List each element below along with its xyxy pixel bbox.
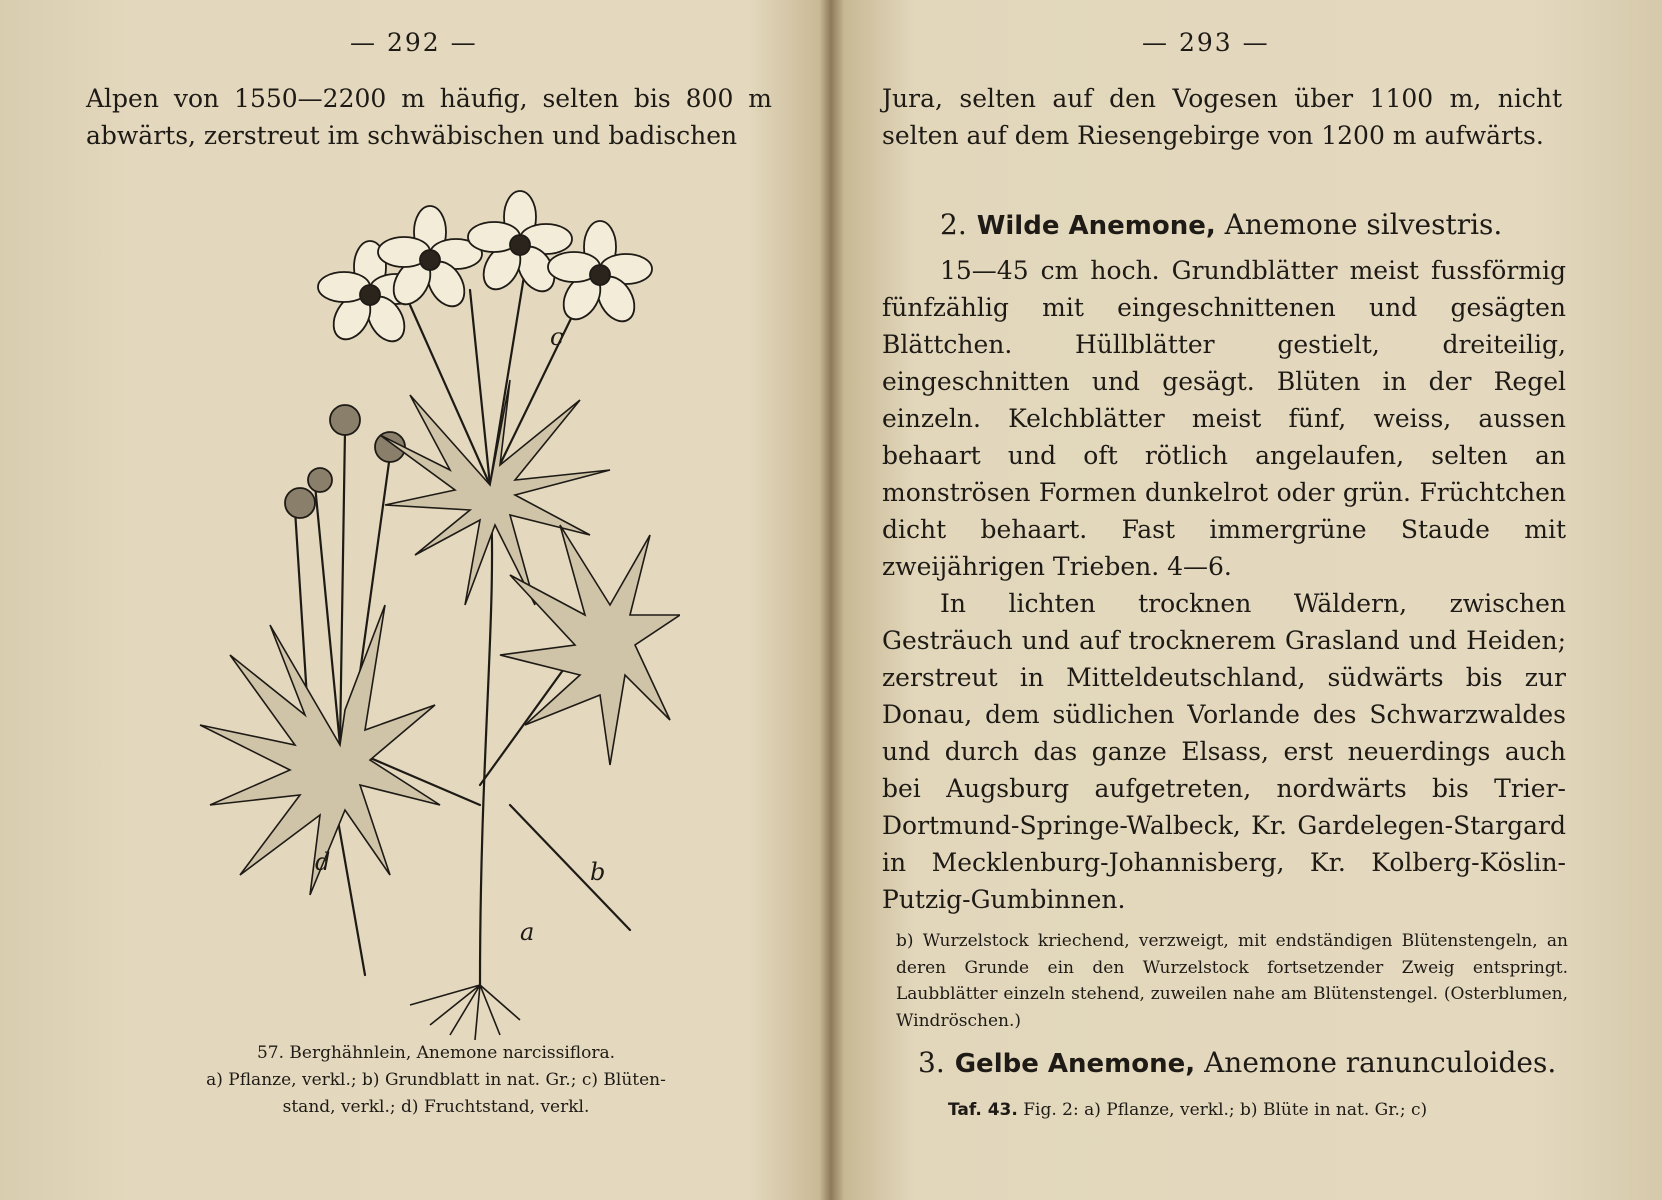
species-3-number: 3.: [918, 1046, 945, 1079]
right-continuation-text: Jura, selten auf den Vogesen über 1100 m, nicht selten auf dem Riesengebirge von 1200 m aufwärts.: [882, 84, 1562, 150]
species-3-heading: [918, 1046, 1556, 1079]
species-2-habitat: In lichten trocknen Wäldern, zwischen Gesträuch und auf trocknerem Grasland und Heiden; zerstreut in Mitteldeutschland, südwärts bis zur Donau, dem südlichen Vorlande des Schwarzwaldes und durch das ganze Elsass, erst neuerdings auch bei Augsburg aufgetreten, nordwärts bis Trier-Dortmund-Springe-Walbeck, Kr. Gardelegen-Stargard in Mecklenburg-Johannisberg, Kr. Kolberg-Köslin-Putzig-Gumbinnen.: [882, 589, 1566, 914]
species-2-name-de: Wilde Anemone,: [976, 211, 1216, 241]
page-number-292: — 292 —: [350, 28, 478, 57]
figure-label-a: a: [520, 918, 535, 946]
species-2-name-lat: Anemone silvestris.: [1224, 208, 1503, 241]
species-2-number: 2.: [940, 208, 967, 241]
plate-text: Fig. 2: a) Pflanze, verkl.; b) Blüte in nat. Gr.; c): [1023, 1100, 1428, 1120]
figure-caption: [150, 1040, 722, 1121]
species-2-note: b) Wurzelstock kriechend, verzweigt, mit endständigen Blütenstengeln, an deren Grunde ein den Wurzelstock fortsetzender Zweig entspringt. Laubblätter einzeln stehend, zuweilen nahe am Blütenstengel. (Osterblumen, Windröschen.): [896, 931, 1568, 1031]
left-continuation-text: Alpen von 1550—2200 m häufig, selten bis 800 m abwärts, zerstreut im schwäbischen und badischen: [86, 84, 772, 150]
species-2-heading: [940, 208, 1502, 241]
caption-line-3: stand, verkl.; d) Fruchtstand, verkl.: [282, 1097, 590, 1117]
species-3-name-de: Gelbe Anemone,: [954, 1049, 1196, 1079]
page-number-293: — 293 —: [1142, 28, 1270, 57]
species-3-name-lat: Anemone ranunculoides.: [1204, 1046, 1557, 1079]
left-page: [0, 0, 826, 1200]
right-page: [838, 0, 1662, 1200]
caption-line-2: a) Pflanze, verkl.; b) Grundblatt in nat. Gr.; c) Blüten-: [206, 1070, 666, 1090]
plate-reference: [948, 1097, 1568, 1124]
species-2-description: 15—45 cm hoch. Grundblätter meist fussförmig fünfzählig mit eingeschnittenen und gesägten Blättchen. Hüllblätter gestielt, dreiteilig, eingeschnitten und gesägt. Blüten in der Regel einzeln. Kelchblätter meist fünf, weiss, aussen behaart und oft rötlich angelaufen, selten an monströsen Formen dunkelrot oder grün. Früchtchen dicht behaart. Fast immergrüne Staude mit zweijährigen Trieben. 4—6.: [882, 256, 1566, 581]
caption-line-1: 57. Berghähnlein, Anemone narcissiflora.: [256, 1043, 616, 1063]
figure-label-c: c: [550, 323, 564, 351]
figure-label-d: d: [315, 848, 331, 876]
anemone-narcissiflora-illustration: [180, 185, 680, 1040]
plate-label: Taf. 43.: [948, 1100, 1018, 1120]
figure-label-b: b: [590, 858, 606, 886]
